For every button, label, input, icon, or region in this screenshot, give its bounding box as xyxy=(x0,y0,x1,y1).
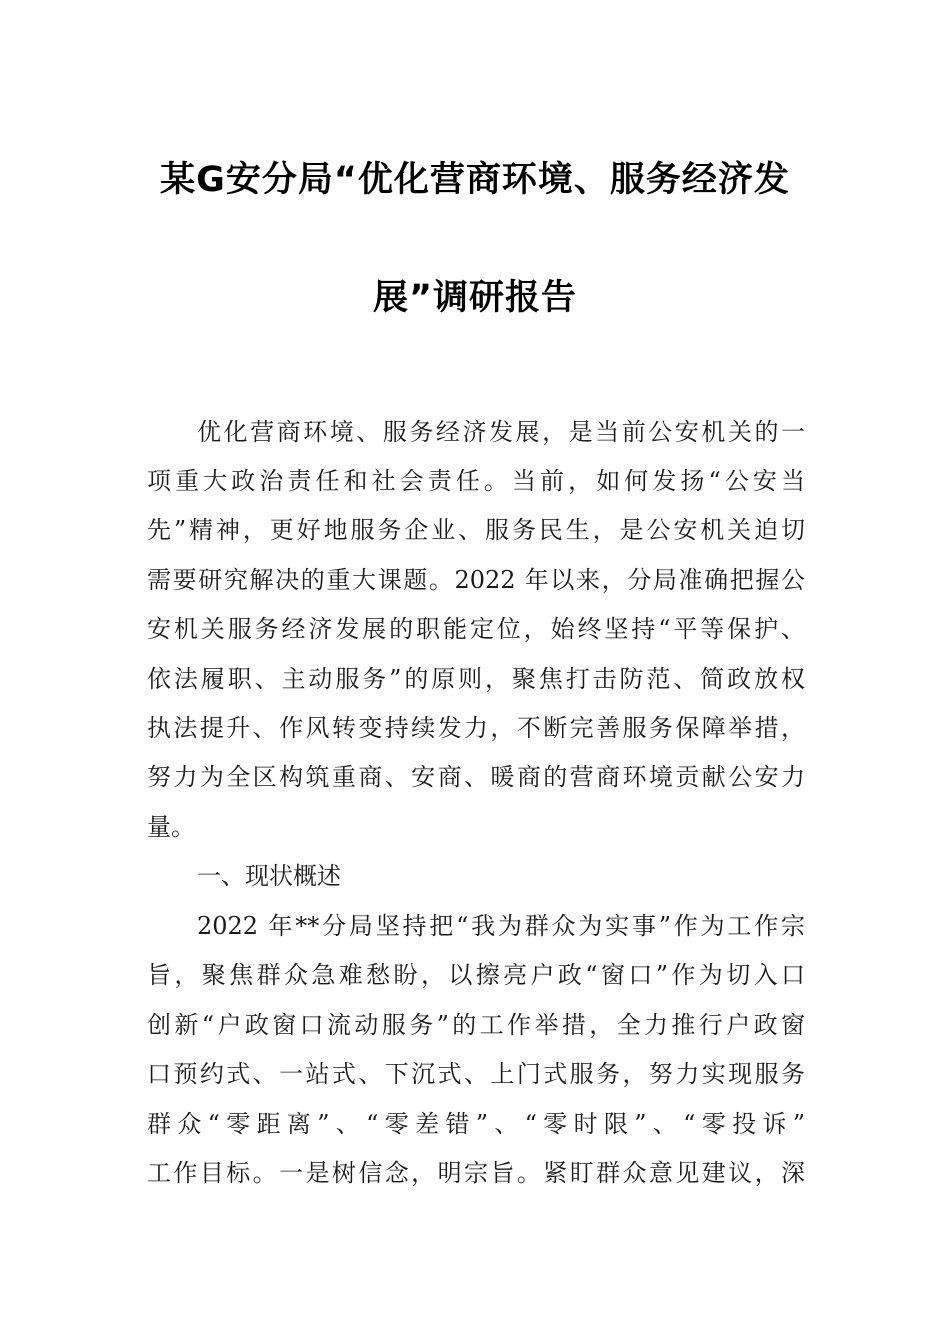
body-line: 量。 xyxy=(147,813,195,841)
body-line: 依法履职、主动服务”的原则，聚焦打击防范、简政放权 xyxy=(147,665,805,693)
document-title-line-1: 某G安分局“优化营商环境、服务经济发 xyxy=(160,160,790,200)
body-line: 需要研究解决的重大课题。2022 年以来，分局准确把握公 xyxy=(147,566,805,594)
body-line: 项重大政治责任和社会责任。当前，如何发扬“公安当 xyxy=(147,467,805,495)
body-line: 安机关服务经济发展的职能定位，始终坚持“平等保护、 xyxy=(147,615,805,643)
body-line: 口预约式、一站式、下沉式、上门式服务，努力实现服务 xyxy=(147,1060,805,1088)
body-line: 旨，聚焦群众急难愁盼，以擦亮户政“窗口”作为切入口 xyxy=(147,961,805,989)
body-line: 创新“户政窗口流动服务”的工作举措，全力推行户政窗 xyxy=(147,1011,805,1039)
body-line: 工作目标。一是树信念，明宗旨。紧盯群众意见建议，深 xyxy=(147,1159,805,1187)
body-line: 群众“零距离”、“零差错”、“零时限”、“零投诉” xyxy=(147,1110,805,1138)
body-line: 努力为全区构筑重商、安商、暖商的营商环境贡献公安力 xyxy=(147,763,805,791)
body-line: 2022 年**分局坚持把“我为群众为实事”作为工作宗 xyxy=(197,912,805,940)
document-title-line-2: 展”调研报告 xyxy=(372,278,577,318)
body-line: 优化营商环境、服务经济发展，是当前公安机关的一 xyxy=(197,418,805,446)
body-line: 执法提升、作风转变持续发力，不断完善服务保障举措， xyxy=(147,714,805,742)
section-heading: 一、现状概述 xyxy=(197,862,341,890)
body-line: 先”精神，更好地服务企业、服务民生，是公安机关迫切 xyxy=(147,516,805,544)
